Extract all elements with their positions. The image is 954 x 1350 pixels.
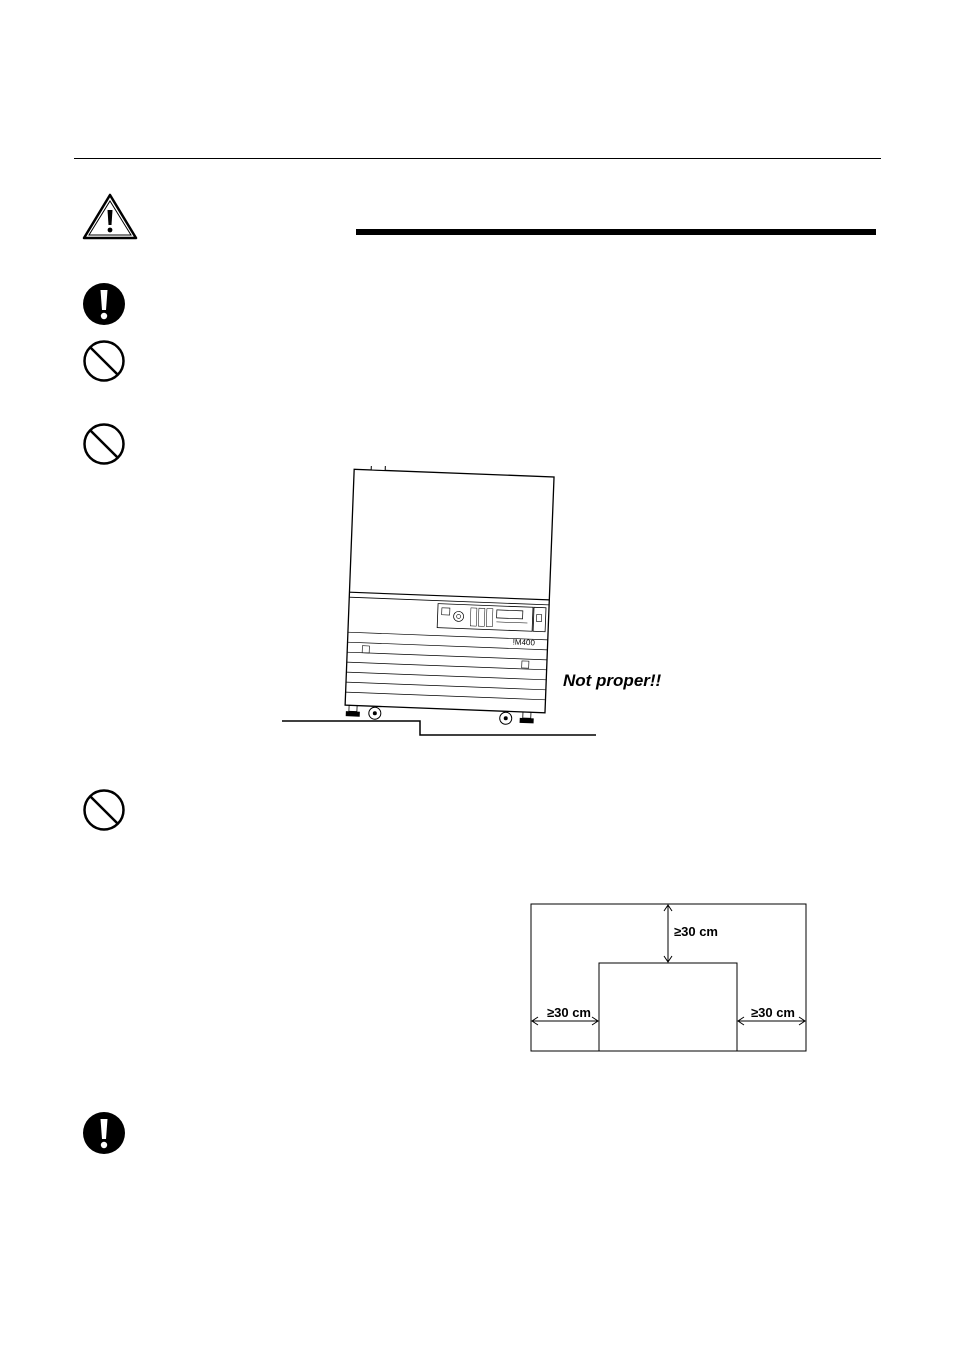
tilted-unit-figure	[278, 466, 602, 747]
prohibition-icon	[82, 788, 126, 832]
prohibition-icon	[82, 339, 126, 383]
not-proper-caption: Not proper!!	[563, 671, 662, 690]
clearance-right-label: ≥30 cm	[751, 1005, 795, 1020]
clearance-left-label: ≥30 cm	[547, 1005, 591, 1020]
clearance-top-label: ≥30 cm	[674, 924, 718, 939]
warning-triangle-icon	[82, 192, 138, 240]
header-rule	[74, 158, 881, 159]
exclamation-circle-icon	[82, 282, 126, 326]
prohibition-icon	[82, 422, 126, 466]
clearance-diagram	[530, 903, 808, 1058]
exclamation-circle-icon	[82, 1111, 126, 1155]
model-label: !M400	[512, 637, 536, 648]
section-title-bar	[356, 229, 876, 235]
